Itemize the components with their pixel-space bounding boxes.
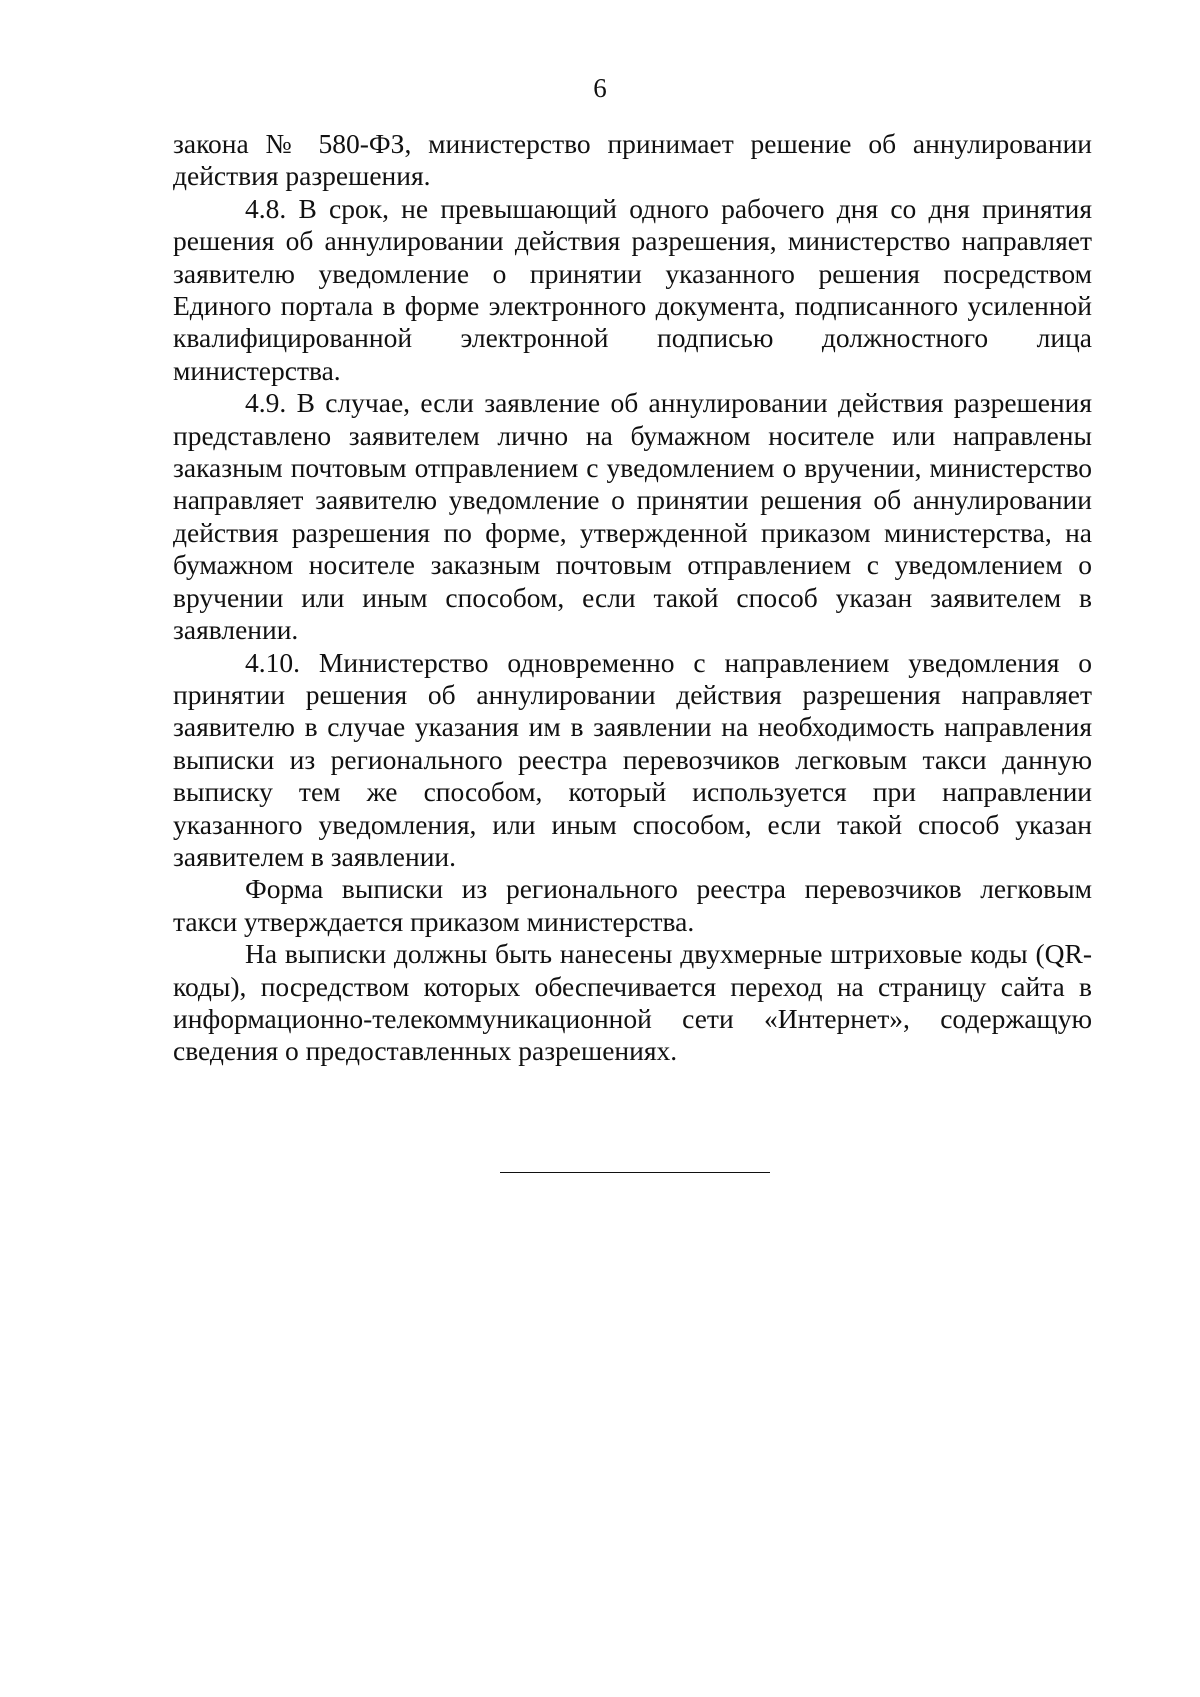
paragraph-4-10: 4.10. Министерство одновременно с направлением уведомления о принятии решения об аннулировании действия разрешения направляет заявителю в случае указания им в заявлении на необходимость направления выписки из регионального реестра перевозчиков легковым такси данную выписку тем же способом, который используется при направлении указанного уведомления, или иным способом, если такой способ указан заявителем в заявлении. [173,646,1092,872]
document-body [173,128,1092,1068]
paragraph-qr-codes: На выписки должны быть нанесены двухмерные штриховые коды (QR-коды), посредством которых обеспечивается переход на страницу сайта в информационно-телекоммуникационной сети «Интернет», содержащую сведения о предоставленных разрешениях. [173,938,1092,1067]
paragraph-extract-form: Форма выписки из регионального реестра перевозчиков легковым такси утверждается приказом министерства. [173,873,1092,937]
paragraph-4-8: 4.8. В срок, не превышающий одного рабочего дня со дня принятия решения об аннулировании действия разрешения, министерство направляет заявителю уведомление о принятии указанного решения посредством Единого портала в форме электронного документа, подписанного усиленной квалифицированной электронной подписью должностного лица министерства. [173,192,1092,386]
paragraph-continuation: закона № 580-ФЗ, министерство принимает решение об аннулировании действия разрешения. [173,128,1092,192]
end-separator-line [500,1172,770,1173]
paragraph-4-9: 4.9. В случае, если заявление об аннулировании действия разрешения представлено заявителем лично на бумажном носителе или направлены заказным почтовым отправлением с уведомлением о вручении, министерство направляет заявителю уведомление о принятии решения об аннулировании действия разрешения по форме, утвержденной приказом министерства, на бумажном носителе заказным почтовым отправлением с уведомлением о вручении или иным способом, если такой способ указан заявителем в заявлении. [173,387,1092,646]
page-number: 6 [593,73,607,103]
